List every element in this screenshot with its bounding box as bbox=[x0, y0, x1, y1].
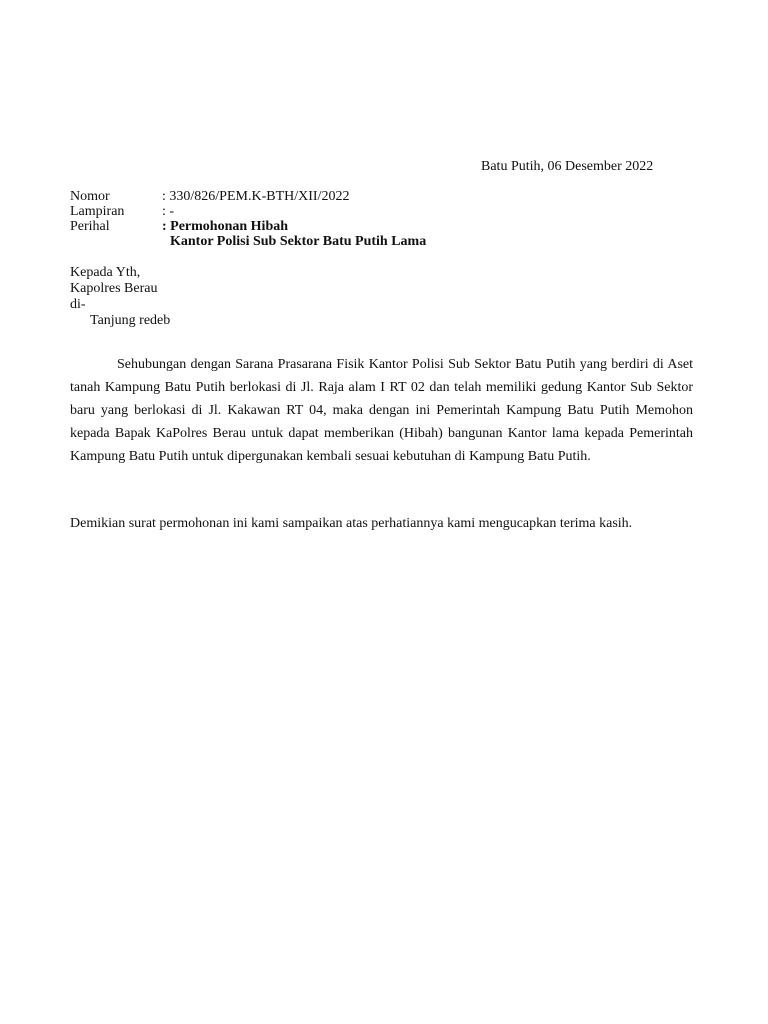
perihal-value-cont: Kantor Polisi Sub Sektor Batu Putih Lama bbox=[170, 234, 427, 249]
recipient-greeting: Kepada Yth, bbox=[70, 265, 141, 280]
nomor-value: : 330/826/PEM.K-BTH/XII/2022 bbox=[162, 189, 350, 204]
nomor-label: Nomor bbox=[70, 189, 110, 204]
perihal-label: Perihal bbox=[70, 219, 110, 234]
date-line: Batu Putih, 06 Desember 2022 bbox=[481, 159, 654, 174]
closing-paragraph: Demikian surat permohonan ini kami sampaikan atas perhatiannya kami mengucapkan terima kasih. bbox=[70, 516, 633, 531]
perihal-value: : Permohonan Hibah bbox=[162, 219, 289, 234]
body-paragraph: Sehubungan dengan Sarana Prasarana Fisik Kantor Polisi Sub Sektor Batu Putih yang berdiri di Aset tanah Kampung Batu Putih berlokasi di Jl. Raja alam I RT 02 dan telah memiliki gedung Kantor Sub Sektor baru yang berlokasi di Jl. Kakawan RT 04, maka dengan ini Pemerintah Kampung Batu Putih Memohon kepada Bapak KaPolres Berau untuk dapat memberikan (Hibah) bangunan Kantor lama kepada Pemerintah Kampung Batu Putih untuk dipergunakan kembali sesuai kebutuhan di Kampung Batu Putih. bbox=[70, 357, 693, 464]
recipient-block bbox=[70, 265, 170, 329]
lampiran-value: : - bbox=[162, 204, 175, 219]
lampiran-label: Lampiran bbox=[70, 204, 125, 219]
recipient-di: di- bbox=[70, 297, 86, 312]
recipient-name: Kapolres Berau bbox=[70, 281, 158, 296]
recipient-location: Tanjung redeb bbox=[90, 313, 171, 328]
